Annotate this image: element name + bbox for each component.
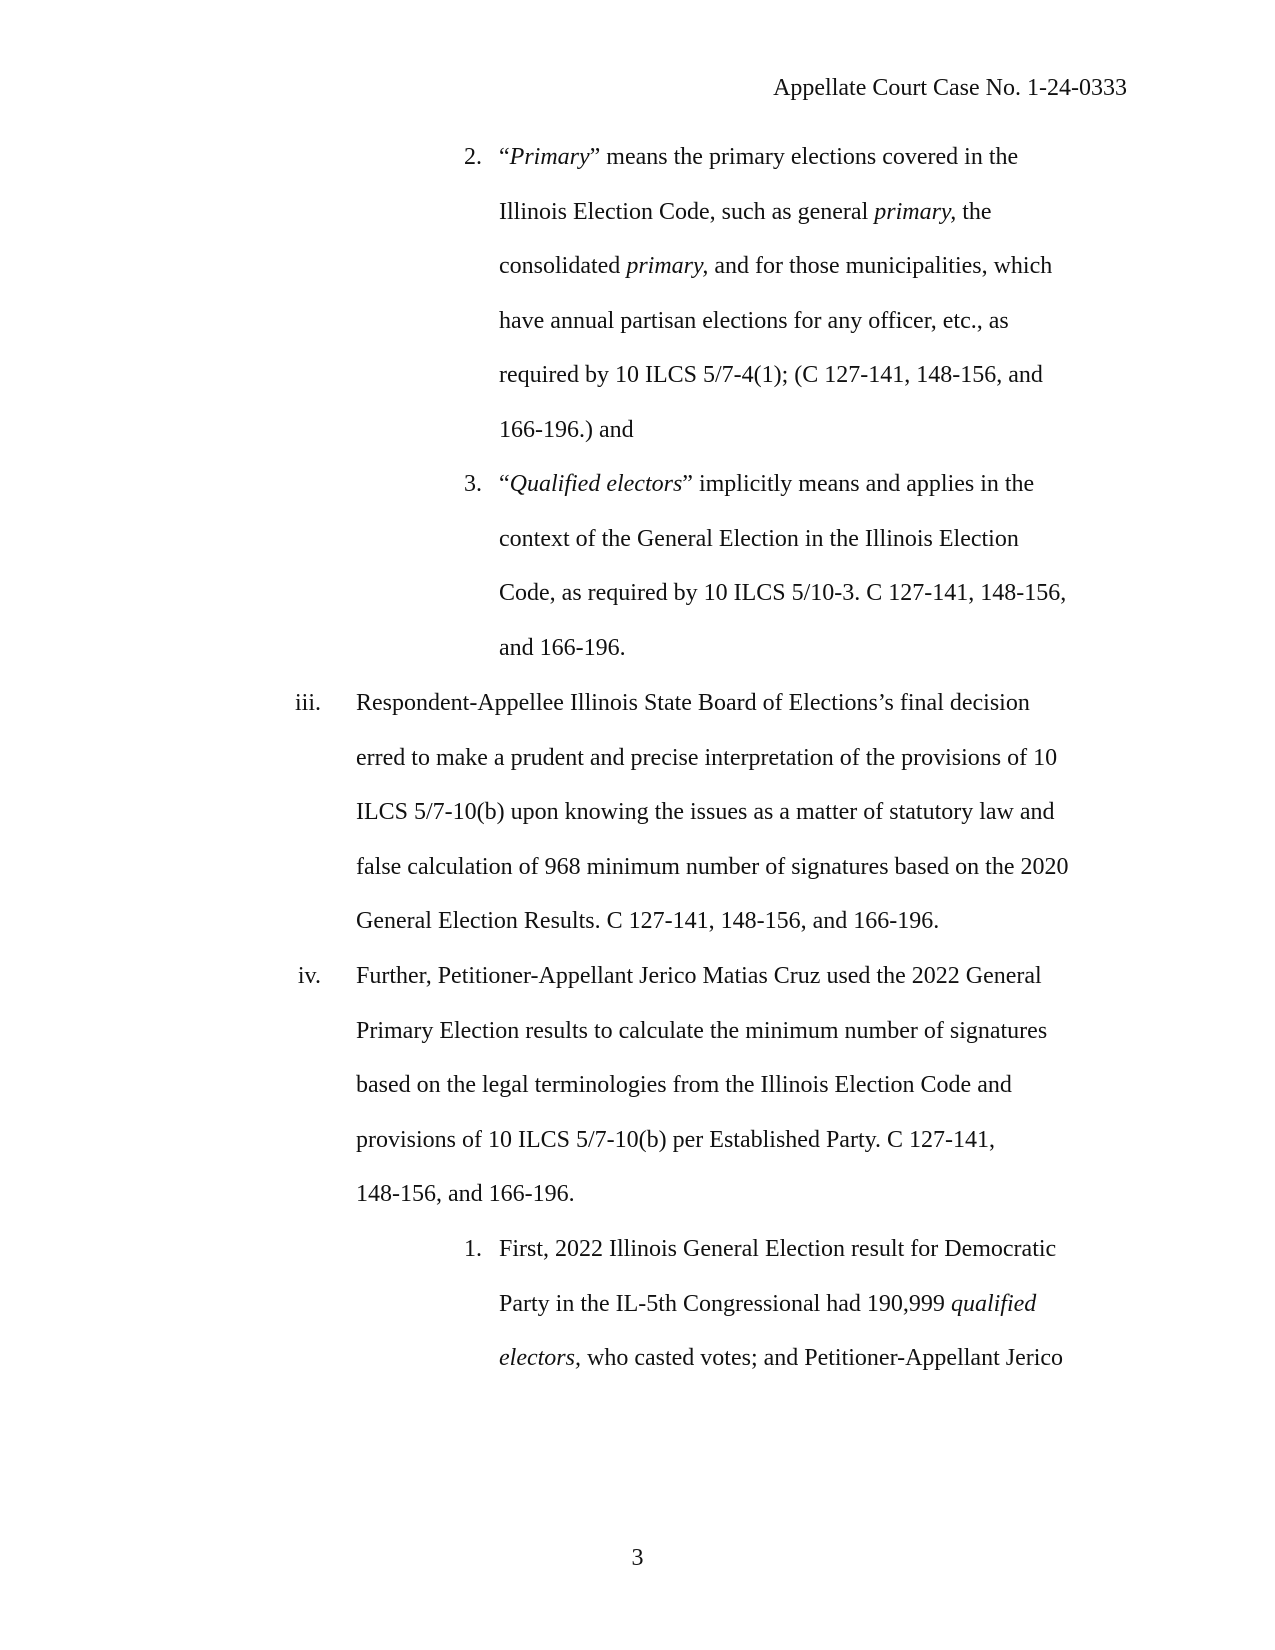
text-run: Primary Election results to calculate the minimum number of signatures (356, 1018, 1048, 1044)
text-run: ” means the primary elections covered in the (589, 144, 1019, 170)
text-line (356, 1015, 1047, 1047)
text-line (499, 359, 1043, 391)
text-run: Code, as required by 10 ILCS 5/10-3. C 127-141, 148-156, (499, 580, 1067, 606)
text-line (356, 851, 1069, 883)
text-line (499, 577, 1066, 609)
text-run: ILCS 5/7-10(b) upon knowing the issues as a matter of statutory law and (356, 799, 1055, 825)
italic-term: electors, (499, 1345, 581, 1371)
text-run: required by 10 ILCS 5/7-4(1); (C 127-141, 148-156, and (499, 362, 1043, 388)
text-run: Further, Petitioner-Appellant Jerico Matias Cruz used the 2022 General (356, 963, 1042, 989)
text-run: and for those municipalities, which (708, 253, 1053, 279)
text-run: 166-196.) and (499, 417, 634, 443)
text-line (499, 523, 1019, 555)
text-line (499, 1233, 1056, 1265)
case-number-header: Appellate Court Case No. 1-24-0333 (773, 75, 1127, 101)
text-line (499, 414, 634, 446)
text-line (356, 796, 1055, 828)
text-run: General Election Results. C 127-141, 148-156, and 166-196. (356, 908, 940, 934)
list-marker: iv. (297, 963, 321, 989)
italic-term: Qualified electors (509, 471, 683, 497)
text-line (356, 1069, 1012, 1101)
page-number: 3 (631, 1545, 644, 1571)
text-run: consolidated (499, 253, 627, 279)
text-line (499, 250, 1052, 282)
text-line (499, 141, 1018, 173)
text-line (499, 632, 626, 664)
text-run: ” implicitly means and applies in the (682, 471, 1035, 497)
italic-term: primary, (874, 199, 957, 225)
text-run: the (956, 199, 992, 225)
text-run: and 166-196. (499, 635, 626, 661)
list-marker: iii. (294, 690, 321, 716)
text-line (499, 468, 1034, 500)
text-line (356, 742, 1057, 774)
text-run: have annual partisan elections for any officer, etc., as (499, 308, 1009, 334)
text-line (499, 305, 1009, 337)
text-run: Party in the IL-5th Congressional had 190,999 (499, 1291, 951, 1317)
italic-term: qualified (950, 1291, 1037, 1317)
text-line (356, 1178, 575, 1210)
text-run: false calculation of 968 minimum number of signatures based on the 2020 (356, 854, 1069, 880)
text-line (499, 1342, 1063, 1374)
text-run: context of the General Election in the Illinois Election (499, 526, 1019, 552)
text-line (356, 687, 1030, 719)
text-run: Illinois Election Code, such as general (499, 199, 875, 225)
list-marker: 2. (464, 144, 482, 170)
text-run: “ (499, 471, 510, 497)
text-run: First, 2022 Illinois General Election result for Democratic (499, 1236, 1057, 1262)
text-line (499, 1288, 1036, 1320)
text-run: provisions of 10 ILCS 5/7-10(b) per Established Party. C 127-141, (356, 1127, 996, 1153)
italic-term: Primary (509, 144, 590, 170)
text-line (356, 1124, 995, 1156)
text-run: who casted votes; and Petitioner-Appellant Jerico (580, 1345, 1064, 1371)
text-line (356, 905, 939, 937)
text-line (356, 960, 1042, 992)
text-run: 148-156, and 166-196. (356, 1181, 575, 1207)
text-line (499, 196, 992, 228)
text-run: erred to make a prudent and precise interpretation of the provisions of 10 (356, 745, 1058, 771)
italic-term: primary, (626, 253, 709, 279)
text-run: Respondent-Appellee Illinois State Board of Elections’s final decision (356, 690, 1030, 716)
list-marker: 3. (464, 471, 482, 497)
text-run: based on the legal terminologies from the Illinois Election Code and (356, 1072, 1012, 1098)
list-marker: 1. (464, 1236, 482, 1262)
text-run: “ (499, 144, 510, 170)
